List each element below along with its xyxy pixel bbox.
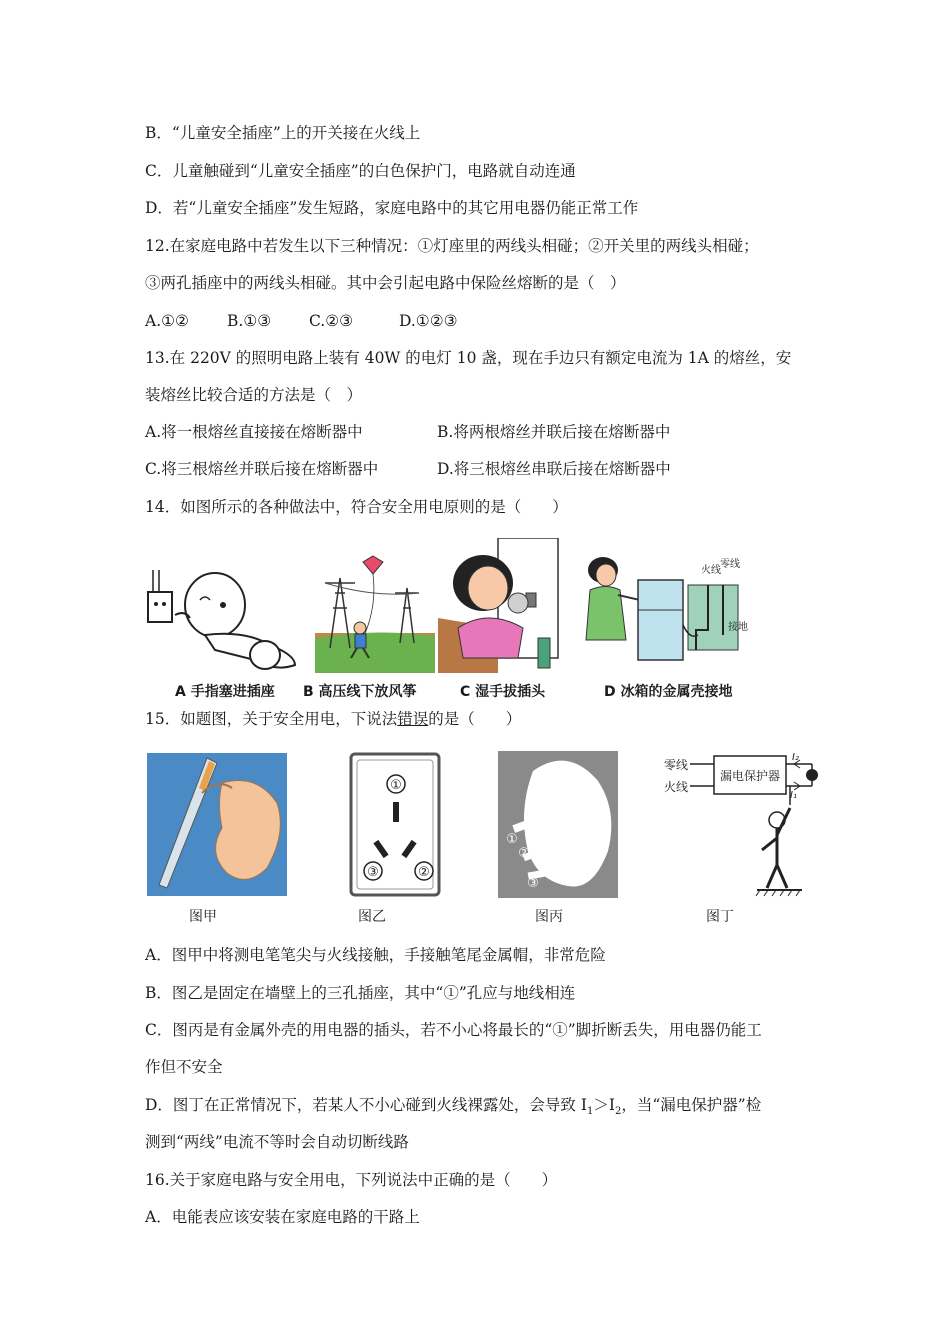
woman-dress [458,618,523,658]
q15-figure-bing [498,751,618,898]
fridge-ground-label: 接地 [728,622,748,633]
q11-option-c: C．儿童触碰到“儿童安全插座”的白色保护门，电路就自动连通 [145,162,576,180]
q14-figure-a [145,560,305,675]
q15-caption-yi: 图乙 [358,909,386,925]
leak-protector-label: 漏电保护器 [719,769,781,783]
q12-option-b: B.①③ [227,312,272,330]
q14-figure-c [438,538,578,673]
plug-num-1: ① [506,832,518,847]
q15-caption-jia: 图甲 [189,909,217,925]
q15-option-d-line2: 测到“两线”电流不等时会自动切断线路 [145,1133,409,1151]
q15-caption-bing: 图丙 [535,909,563,925]
q15-option-d-line1 [145,1095,761,1122]
q15-d-text-2: ＞I [593,1096,615,1114]
q15-option-a: A．图甲中将测电笔笔尖与火线接触，手接触笔尾金属帽，非常危险 [145,946,606,964]
q14-caption-d: D 冰箱的金属壳接地 [604,684,733,700]
q12-option-d: D.①②③ [399,312,458,330]
baby-head [185,573,245,637]
socket-num-1: ① [390,778,402,793]
leak-i1-label: I₁ [790,790,797,801]
q15-caption-ding: 图丁 [706,909,734,925]
q14-figure-b [315,548,435,673]
q14-stem: 14．如图所示的各种做法中，符合安全用电原则的是（ ） [145,498,568,516]
q15-option-c-line2: 作但不安全 [145,1058,223,1076]
q13-stem-line2: 装熔丝比较合适的方法是（ ） [145,386,363,404]
socket-hole-top [393,802,399,822]
q15-d-text-3: ，当“漏电保护器”检 [621,1096,762,1114]
kite [363,556,383,574]
q13-option-d: D.将三根熔丝串联后接在熔断器中 [437,460,671,478]
q14-caption-a: A 手指塞进插座 [175,684,275,700]
q15-d-sub-2: 2 [614,1106,622,1118]
fridge [638,580,683,660]
leak-i2-label: I₂ [792,752,799,763]
q15-stem-underlined: 错误 [397,710,429,728]
q12-option-a: A.①② [145,312,189,330]
q13-option-c: C.将三根熔丝并联后接在熔断器中 [145,460,379,478]
socket-num-3: ③ [367,865,379,880]
plug-num-2: ② [518,846,530,861]
q11-option-b: B．“儿童安全插座”上的开关接在火线上 [145,124,421,142]
q15-d-sub-1: 1 [586,1106,594,1118]
fridge-zero-label: 零线 [720,559,740,570]
leak-fire-label: 火线 [664,780,689,794]
q15-figure-ding [662,750,822,900]
q12-option-c: C.②③ [309,312,354,330]
q13-option-a: A.将一根熔丝直接接在熔断器中 [145,423,363,441]
q12-stem-line2: ③两孔插座中的两线头相碰。其中会引起电路中保险丝熔断的是（ ） [145,274,626,292]
q15-figure-jia [147,753,287,896]
lamp-icon [806,769,818,781]
fridge-fire-label: 火线 [701,565,721,576]
q15-stem [145,709,521,729]
q15-option-b: B．图乙是固定在墙壁上的三孔插座，其中“①”孔应与地线相连 [145,984,576,1002]
q15-figure-yi [349,752,441,897]
leak-zero-label: 零线 [664,758,689,772]
q16-stem: 16.关于家庭电路与安全用电，下列说法中正确的是（ ） [145,1171,558,1189]
plug-num-3: ③ [527,876,539,891]
q15-option-c-line1: C．图丙是有金属外壳的用电器的插头，若不小心将最长的“①”脚折断丢失，用电器仍能工 [145,1021,762,1039]
q16-option-a: A．电能表应该安装在家庭电路的干路上 [145,1208,420,1226]
q14-caption-b: B 高压线下放风筝 [303,684,417,700]
q15-d-text-1: D．图丁在正常情况下，若某人不小心碰到火线裸露处，会导致 I [145,1096,587,1114]
q14-caption-c: C 湿手拔插头 [460,684,546,700]
q15-stem-post: 的是（ ） [428,710,522,728]
q11-option-d: D．若“儿童安全插座”发生短路，家庭电路中的其它用电器仍能正常工作 [145,199,639,217]
q12-stem-line1: 12.在家庭电路中若发生以下三种情况：①灯座里的两线头相碰；②开关里的两线头相碰； [145,237,759,255]
q15-stem-pre: 15．如题图，关于安全用电，下说法 [145,710,398,728]
q13-stem-line1: 13.在 220V 的照明电路上装有 40W 的电灯 10 盏，现在手边只有额定电流为 1A 的熔丝，安 [145,349,792,367]
q13-option-b: B.将两根熔丝并联后接在熔断器中 [437,423,671,441]
wall-socket [148,592,172,622]
q14-figure-d [578,555,760,665]
socket-num-2: ② [418,865,430,880]
